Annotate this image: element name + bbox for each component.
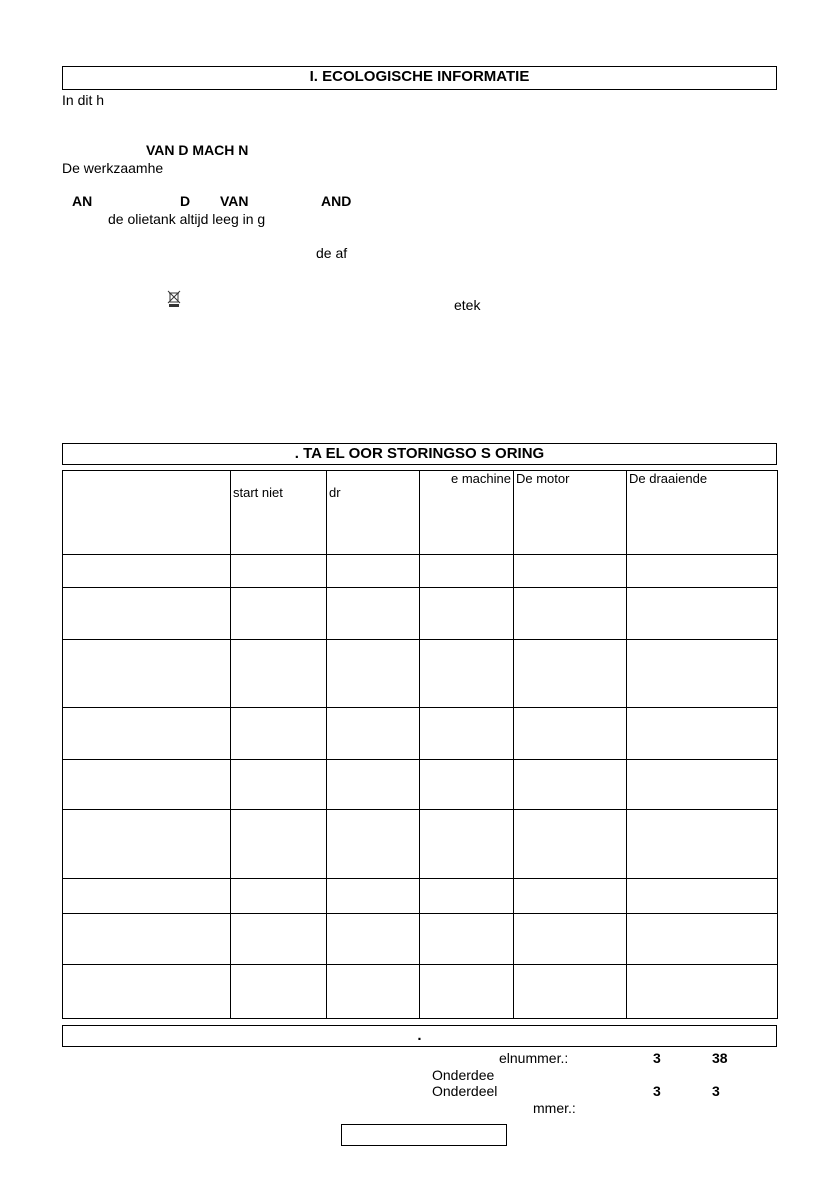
table-header-cell: start niet (231, 471, 327, 555)
table-header-cell (63, 471, 231, 555)
part-number-value-3a: 3 (653, 1083, 661, 1099)
table-header-cell: dr (327, 471, 420, 555)
part-label-3: Onderdeel (432, 1083, 498, 1099)
subheading-machine: VAN D MACH N (146, 142, 249, 158)
line-olietank: de olietank altijd leeg in g (108, 211, 266, 227)
subheading-part-d: AND (321, 193, 352, 209)
line-afval: de af (316, 245, 348, 261)
table-header-cell: De draaiende (627, 471, 778, 555)
section-table-header (62, 443, 777, 465)
section-parts-title: . (417, 1027, 422, 1044)
section-table-title: . TA EL OOR STORINGSO S ORING (294, 445, 545, 462)
troubleshooting-table (62, 470, 778, 1019)
part-number-label-1: elnummer.: (499, 1050, 569, 1066)
table-row (63, 965, 778, 1019)
table-row (63, 879, 778, 914)
part-label-2: Onderdee (432, 1067, 495, 1083)
table-row (63, 640, 778, 708)
intro-text: In dit h (62, 92, 105, 108)
table-row (63, 588, 778, 640)
section-ecological-header (62, 66, 777, 90)
table-row (63, 708, 778, 760)
line-etiket: etek (454, 297, 481, 313)
part-number-value-1a: 3 (653, 1050, 661, 1066)
table-header-row (63, 471, 778, 555)
crossed-bin-icon (167, 290, 181, 308)
page-footer-box (341, 1124, 507, 1146)
table-row (63, 760, 778, 810)
part-number-value-3b: 3 (712, 1083, 720, 1099)
section-parts-header (62, 1025, 777, 1047)
subheading-part-b: D (180, 193, 191, 209)
table-row (63, 914, 778, 965)
part-number-value-1b: 38 (712, 1050, 728, 1066)
section-ecological-title: I. ECOLOGISCHE INFORMATIE (309, 68, 530, 85)
subheading-part-a: AN (72, 193, 93, 209)
subheading-part-c: VAN (220, 193, 249, 209)
part-label-4: mmer.: (533, 1100, 576, 1116)
table-row (63, 810, 778, 879)
table-header-cell: e machine (420, 471, 514, 555)
line-werkzaamheden: De werkzaamhe (62, 160, 164, 176)
table-row (63, 555, 778, 588)
table-header-cell: De motor (514, 471, 627, 555)
